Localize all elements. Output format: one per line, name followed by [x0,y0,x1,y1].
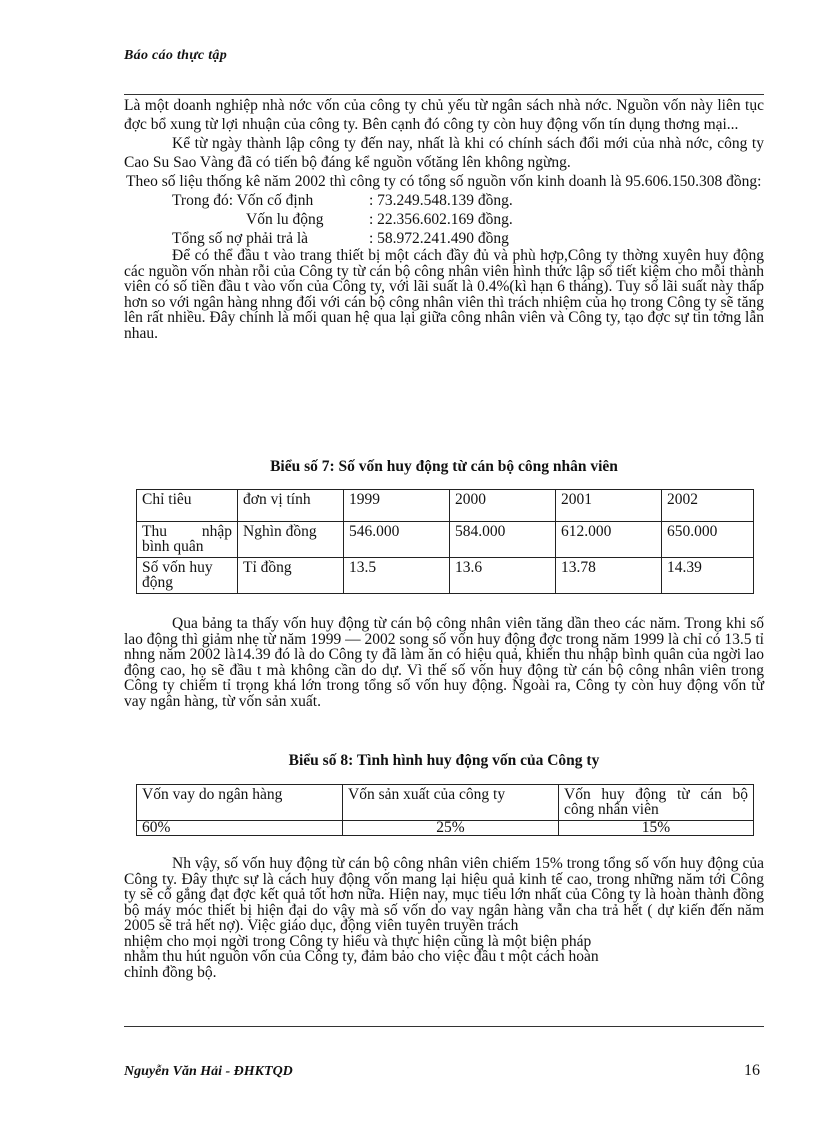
table-cell: 612.000 [556,522,662,558]
table-row [137,558,754,594]
paragraph-6-line-2: nhằm thu hút nguồn vốn của Công ty, đảm bảo cho việc đầu t một cách hoàn [124,948,599,965]
table-header-cell: 2000 [450,490,556,522]
debt-row [124,229,764,248]
page-number: 16 [744,1062,760,1079]
fixed-capital-value: : 73.249.548.139 đồng. [369,192,513,209]
table-cell: Nghìn đồng [238,522,344,558]
table-header-cell: đơn vị tính [238,490,344,522]
paragraph-2: Kể từ ngày thành lập công ty đến nay, nhất là khi có chính sách đổi mới của nhà nớc, công ty Cao Su Sao Vàng đã có tiến bộ đáng kể nguồn vốtăng lên không ngừng. [124,135,764,171]
paragraph-6-line-1: nhiệm cho mọi ngời trong Công ty hiểu và thực hiện cũng là một biện pháp [124,932,592,950]
table-cell: Thu nhập bình quân [137,522,238,558]
footer-author: Nguyễn Văn Hải - ĐHKTQD [124,1064,293,1079]
table-header-cell: 2001 [556,490,662,522]
intro-section [124,96,764,341]
table-row [137,522,754,558]
table-header-cell: 2002 [662,490,754,522]
working-capital-value: : 22.356.602.169 đồng. [369,211,513,228]
fixed-capital-label: Trong đó: Vốn cố định [172,192,314,209]
analysis-section [124,616,764,709]
table-cell: Số vốn huy động [137,558,238,594]
working-capital-label: Vốn lu động [246,211,324,228]
table-cell: 13.5 [344,558,450,594]
table-cell: 584.000 [450,522,556,558]
table-cell: 546.000 [344,522,450,558]
table8-header-row [137,785,754,821]
table7-header-row [137,490,754,522]
table-cell: 13.6 [450,558,556,594]
paragraph-6-line-3: chỉnh đồng bộ. [124,963,217,981]
table-cell: 60% [137,821,343,836]
paragraph-4: Để có thể đầu t vào trang thiết bị một cách đầy đủ và phù hợp,Công ty thờng xuyên huy động các nguồn vốn nhàn rỗi của Công ty từ cán bộ công nhân viên hình thức lập sổ tiết kiệm cho mỗi thành viên có số tiền đầu t vào vốn của Công ty, với lãi suất là 0.4%(kì hạn 6 tháng). Tuy số lãi suất này thấp hơn so với ngân hàng nhng đối với cán bộ công nhân viên thì trách nhiệm của họ trong Công ty sẽ tăng lên rất nhiều. Đây chính là mối quan hệ qua lại giữa công nhân viên và Công ty, tạo đợc sự tin tởng lẫn nhau. [124,247,764,342]
table-cell: 13.78 [556,558,662,594]
table-cell: 15% [559,821,754,836]
paragraph-5: Qua bảng ta thấy vốn huy động từ cán bộ công nhân viên tăng dần theo các năm. Trong khi số lao động thì giảm nhẹ từ năm 1999 — 2002 song số vốn huy động đợc trong năm 1999 là chỉ có 13.5 tỉ nhng năm 2002 là14.39 đó là do Công ty đã làm ăn có hiệu quả, khiến thu nhập bình quân của ngời lao động cao, họ sẽ đầu t mà không cần do dự. Vì thế số vốn huy động từ cán bộ công nhân viên trong Công ty chiếm tỉ trọng khá lớn trong tổng số vốn huy động. Ngoài ra, Công ty còn huy động vốn từ vay ngân hàng, từ vốn sản xuất. [124,615,764,710]
table-header-cell: Vốn sản xuất của công ty [343,785,559,821]
header-title: Báo cáo thực tập [124,48,228,63]
table-cell: 14.39 [662,558,754,594]
table-header-cell: Vốn vay do ngân hàng [137,785,343,821]
header-rule [124,94,764,95]
table7-title: Biểu số 7: Số vốn huy động từ cán bộ công nhân viên [270,458,618,475]
fixed-capital-row [124,191,764,210]
working-capital-row [124,210,764,229]
debt-label: Tổng số nợ phải trả là [172,230,309,247]
table-cell: 25% [343,821,559,836]
table8-title: Biểu số 8: Tình hình huy động vốn của Công ty [288,752,600,769]
paragraph-6: Nh vậy, số vốn huy động từ cán bộ công nhân viên chiếm 15% trong tổng số vốn huy động của Công ty. Đây thực sự là cách huy động vốn mang lại hiệu quả kinh tế cao, trong những năm tới Công ty sẽ cố gắng đạt đợc kết quả tốt hơn nữa. Hiện nay, mục tiêu lớn nhất của Công ty là hoàn thành đồng bộ máy móc thiết bị hiện đại do vậy mà số vốn do vay ngân hàng vẫn cha trả hết ( dự kiến đến năm 2005 sẽ trả hết nợ). Việc giáo dục, động viên tuyên truyền trách [124,855,764,934]
table-cell: 650.000 [662,522,754,558]
table7 [136,489,754,594]
table8 [136,784,754,836]
paragraph-1: Là một doanh nghiệp nhà nớc vốn của công ty chủ yếu từ ngân sách nhà nớc. Nguồn vốn này liên tục đợc bổ xung từ lợi nhuận của công ty. Bên cạnh đó công ty còn huy động vốn tín dụng thơng mại... [124,97,764,133]
debt-value: : 58.972.241.490 đồng [369,230,509,247]
table-header-cell: 1999 [344,490,450,522]
table-header-cell: Chỉ tiêu [137,490,238,522]
conclusion-section [124,856,764,980]
paragraph-3: Theo số liệu thống kê năm 2002 thì công ty có tổng số nguồn vốn kinh doanh là 95.606.150.308 đồng: [126,173,762,190]
table-header-cell: Vốn huy động từ cán bộ công nhân viên [559,785,754,821]
table-row [137,821,754,836]
footer-rule [124,1026,764,1027]
table-cell: Tỉ đồng [238,558,344,594]
